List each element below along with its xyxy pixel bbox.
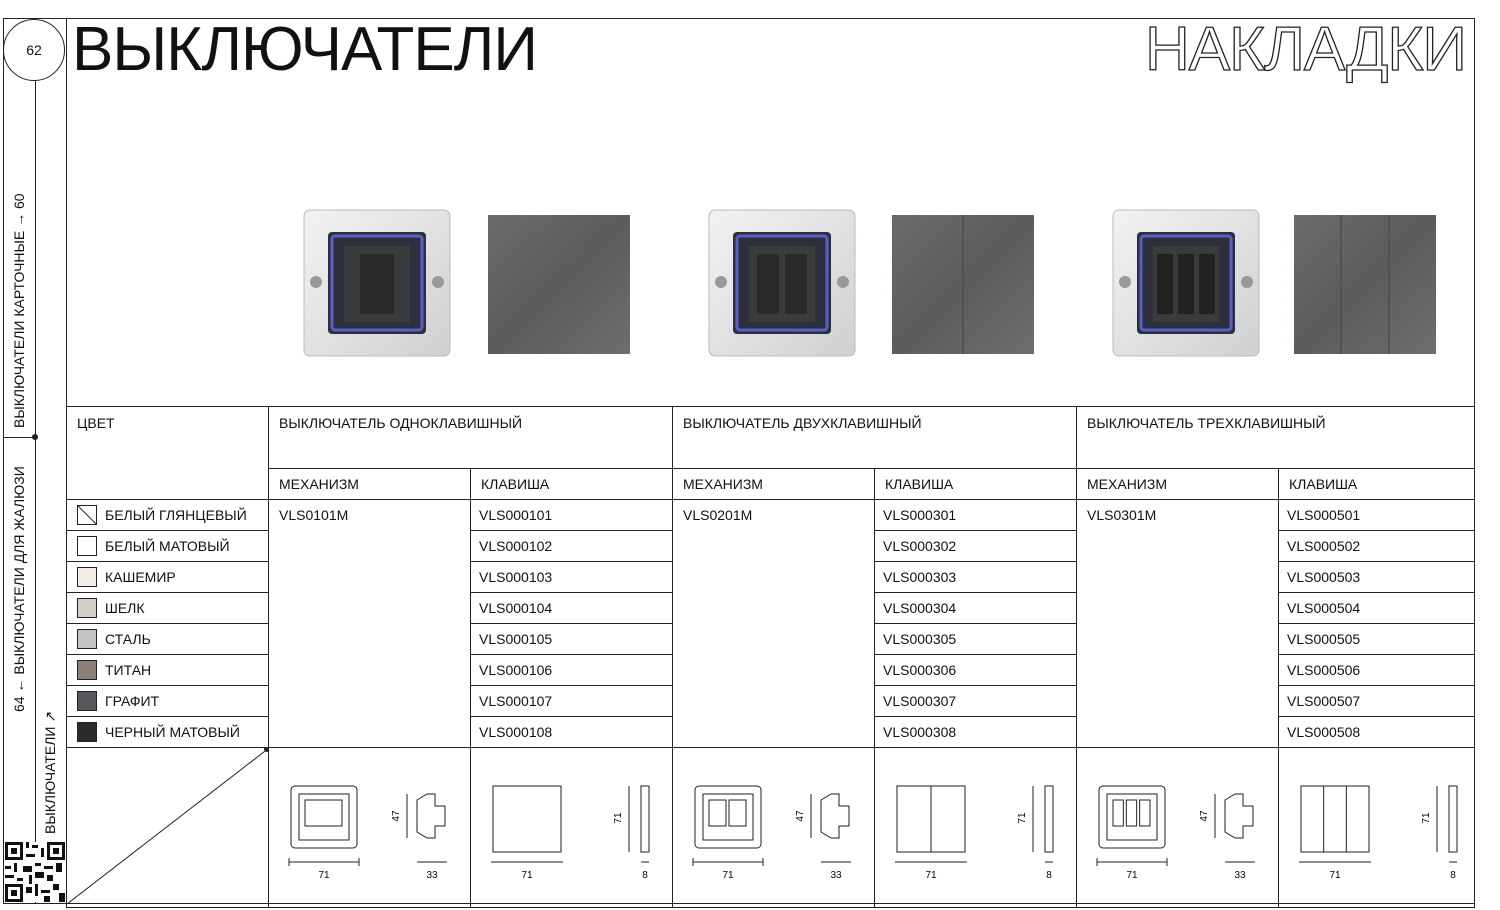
key-code: VLS000503 (1279, 562, 1475, 593)
mechanism-2-drawing (673, 748, 875, 908)
color-name: ЧЕРНЫЙ МАТОВЫЙ (105, 724, 240, 740)
side-divider (35, 81, 36, 904)
key-code: VLS000505 (1279, 624, 1475, 655)
side-nav-prev[interactable]: 64 ← ВЫКЛЮЧАТЕЛИ ДЛЯ ЖАЛЮЗИ (11, 466, 27, 712)
color-cell (67, 624, 269, 655)
key-code: VLS000301 (875, 500, 1077, 531)
dimension-label: 33 (426, 870, 438, 881)
group-title-3: ВЫКЛЮЧАТЕЛЬ ТРЕХКЛАВИШНЫЙ (1077, 407, 1475, 469)
mechanism-code-3: VLS0301M (1077, 500, 1279, 748)
key-code: VLS000502 (1279, 531, 1475, 562)
mech-header-2: МЕХАНИЗМ (673, 469, 875, 500)
dimension-label: 71 (722, 870, 734, 881)
key-3-image (1294, 215, 1436, 354)
section-title: НАКЛАДКИ (1144, 15, 1466, 84)
key-code: VLS000103 (471, 562, 673, 593)
key-code: VLS000104 (471, 593, 673, 624)
key-code: VLS000303 (875, 562, 1077, 593)
color-name: ГРАФИТ (105, 693, 160, 709)
color-cell (67, 717, 269, 748)
color-header: ЦВЕТ (67, 407, 269, 500)
color-swatch (77, 629, 97, 649)
group-title-1: ВЫКЛЮЧАТЕЛЬ ОДНОКЛАВИШНЫЙ (269, 407, 673, 469)
product-images (66, 82, 1474, 406)
color-name: ШЕЛК (105, 600, 145, 616)
color-swatch (77, 598, 97, 618)
mech-header-3: МЕХАНИЗМ (1077, 469, 1279, 500)
mechanism-1-image (304, 210, 450, 356)
nav-dot (32, 434, 38, 440)
key-2-drawing (875, 748, 1077, 908)
mechanism-2-image (709, 210, 855, 356)
color-name: БЕЛЫЙ ГЛЯНЦЕВЫЙ (105, 507, 247, 523)
color-swatch (77, 691, 97, 711)
color-swatch (77, 660, 97, 680)
dimension-label: 71 (318, 870, 330, 881)
color-swatch (77, 567, 97, 587)
color-name: ТИТАН (105, 662, 152, 678)
color-name: БЕЛЫЙ МАТОВЫЙ (105, 538, 230, 554)
key-code: VLS000507 (1279, 686, 1475, 717)
key-header-3: КЛАВИША (1279, 469, 1475, 500)
dimension-label: 47 (1199, 810, 1211, 822)
mechanism-code-2: VLS0201M (673, 500, 875, 748)
color-cell (67, 593, 269, 624)
dimension-label: 8 (642, 870, 648, 881)
dimension-label: 8 (1450, 870, 1456, 881)
dimension-label: 47 (795, 810, 806, 822)
dimension-label: 71 (925, 870, 937, 881)
key-code: VLS000302 (875, 531, 1077, 562)
dimension-label: 71 (1017, 812, 1028, 824)
key-code: VLS000304 (875, 593, 1077, 624)
side-nav-section[interactable]: ВЫКЛЮЧАТЕЛИ ↗ (42, 710, 58, 834)
dimension-label: 71 (1329, 870, 1341, 881)
key-3-drawing (1279, 748, 1475, 908)
color-swatch (77, 722, 97, 742)
color-name: КАШЕМИР (105, 569, 176, 585)
page-title: ВЫКЛЮЧАТЕЛИ (72, 15, 537, 84)
diagonal-cell (67, 748, 269, 908)
key-code: VLS000307 (875, 686, 1077, 717)
side-nav-next[interactable]: ВЫКЛЮЧАТЕЛИ КАРТОЧНЫЕ → 60 (11, 193, 27, 428)
dimension-label: 33 (830, 870, 842, 881)
page-number: 62 (3, 19, 65, 81)
key-1-drawing (471, 748, 673, 908)
dimension-label: 47 (391, 810, 402, 822)
mechanism-3-image (1113, 210, 1259, 356)
key-code: VLS000102 (471, 531, 673, 562)
dimension-label: 71 (1421, 812, 1433, 824)
side-nav-separator (3, 437, 35, 438)
key-code: VLS000506 (1279, 655, 1475, 686)
key-header-1: КЛАВИША (471, 469, 673, 500)
key-code: VLS000308 (875, 717, 1077, 748)
key-code: VLS000501 (1279, 500, 1475, 531)
key-code: VLS000101 (471, 500, 673, 531)
key-code: VLS000306 (875, 655, 1077, 686)
color-swatch (77, 505, 97, 525)
key-1-image (488, 215, 630, 354)
dimension-label: 71 (613, 812, 624, 824)
dimension-label: 71 (1126, 870, 1138, 881)
key-code: VLS000305 (875, 624, 1077, 655)
dimension-label: 33 (1234, 870, 1246, 881)
qr-code-icon (5, 842, 65, 902)
key-code: VLS000107 (471, 686, 673, 717)
key-code: VLS000106 (471, 655, 673, 686)
spec-table (66, 406, 1475, 908)
color-name: СТАЛЬ (105, 631, 151, 647)
key-code: VLS000105 (471, 624, 673, 655)
mechanism-code-1: VLS0101M (269, 500, 471, 748)
color-cell (67, 500, 269, 531)
mech-header-1: МЕХАНИЗМ (269, 469, 471, 500)
dimension-label: 71 (521, 870, 533, 881)
dimension-label: 8 (1046, 870, 1052, 881)
color-cell (67, 655, 269, 686)
mechanism-3-drawing (1077, 748, 1279, 908)
color-cell (67, 686, 269, 717)
key-code: VLS000504 (1279, 593, 1475, 624)
color-cell (67, 531, 269, 562)
color-cell (67, 562, 269, 593)
key-header-2: КЛАВИША (875, 469, 1077, 500)
key-code: VLS000508 (1279, 717, 1475, 748)
color-swatch (77, 536, 97, 556)
table-row (67, 500, 1475, 531)
mechanism-1-drawing (269, 748, 471, 908)
key-code: VLS000108 (471, 717, 673, 748)
group-title-2: ВЫКЛЮЧАТЕЛЬ ДВУХКЛАВИШНЫЙ (673, 407, 1077, 469)
